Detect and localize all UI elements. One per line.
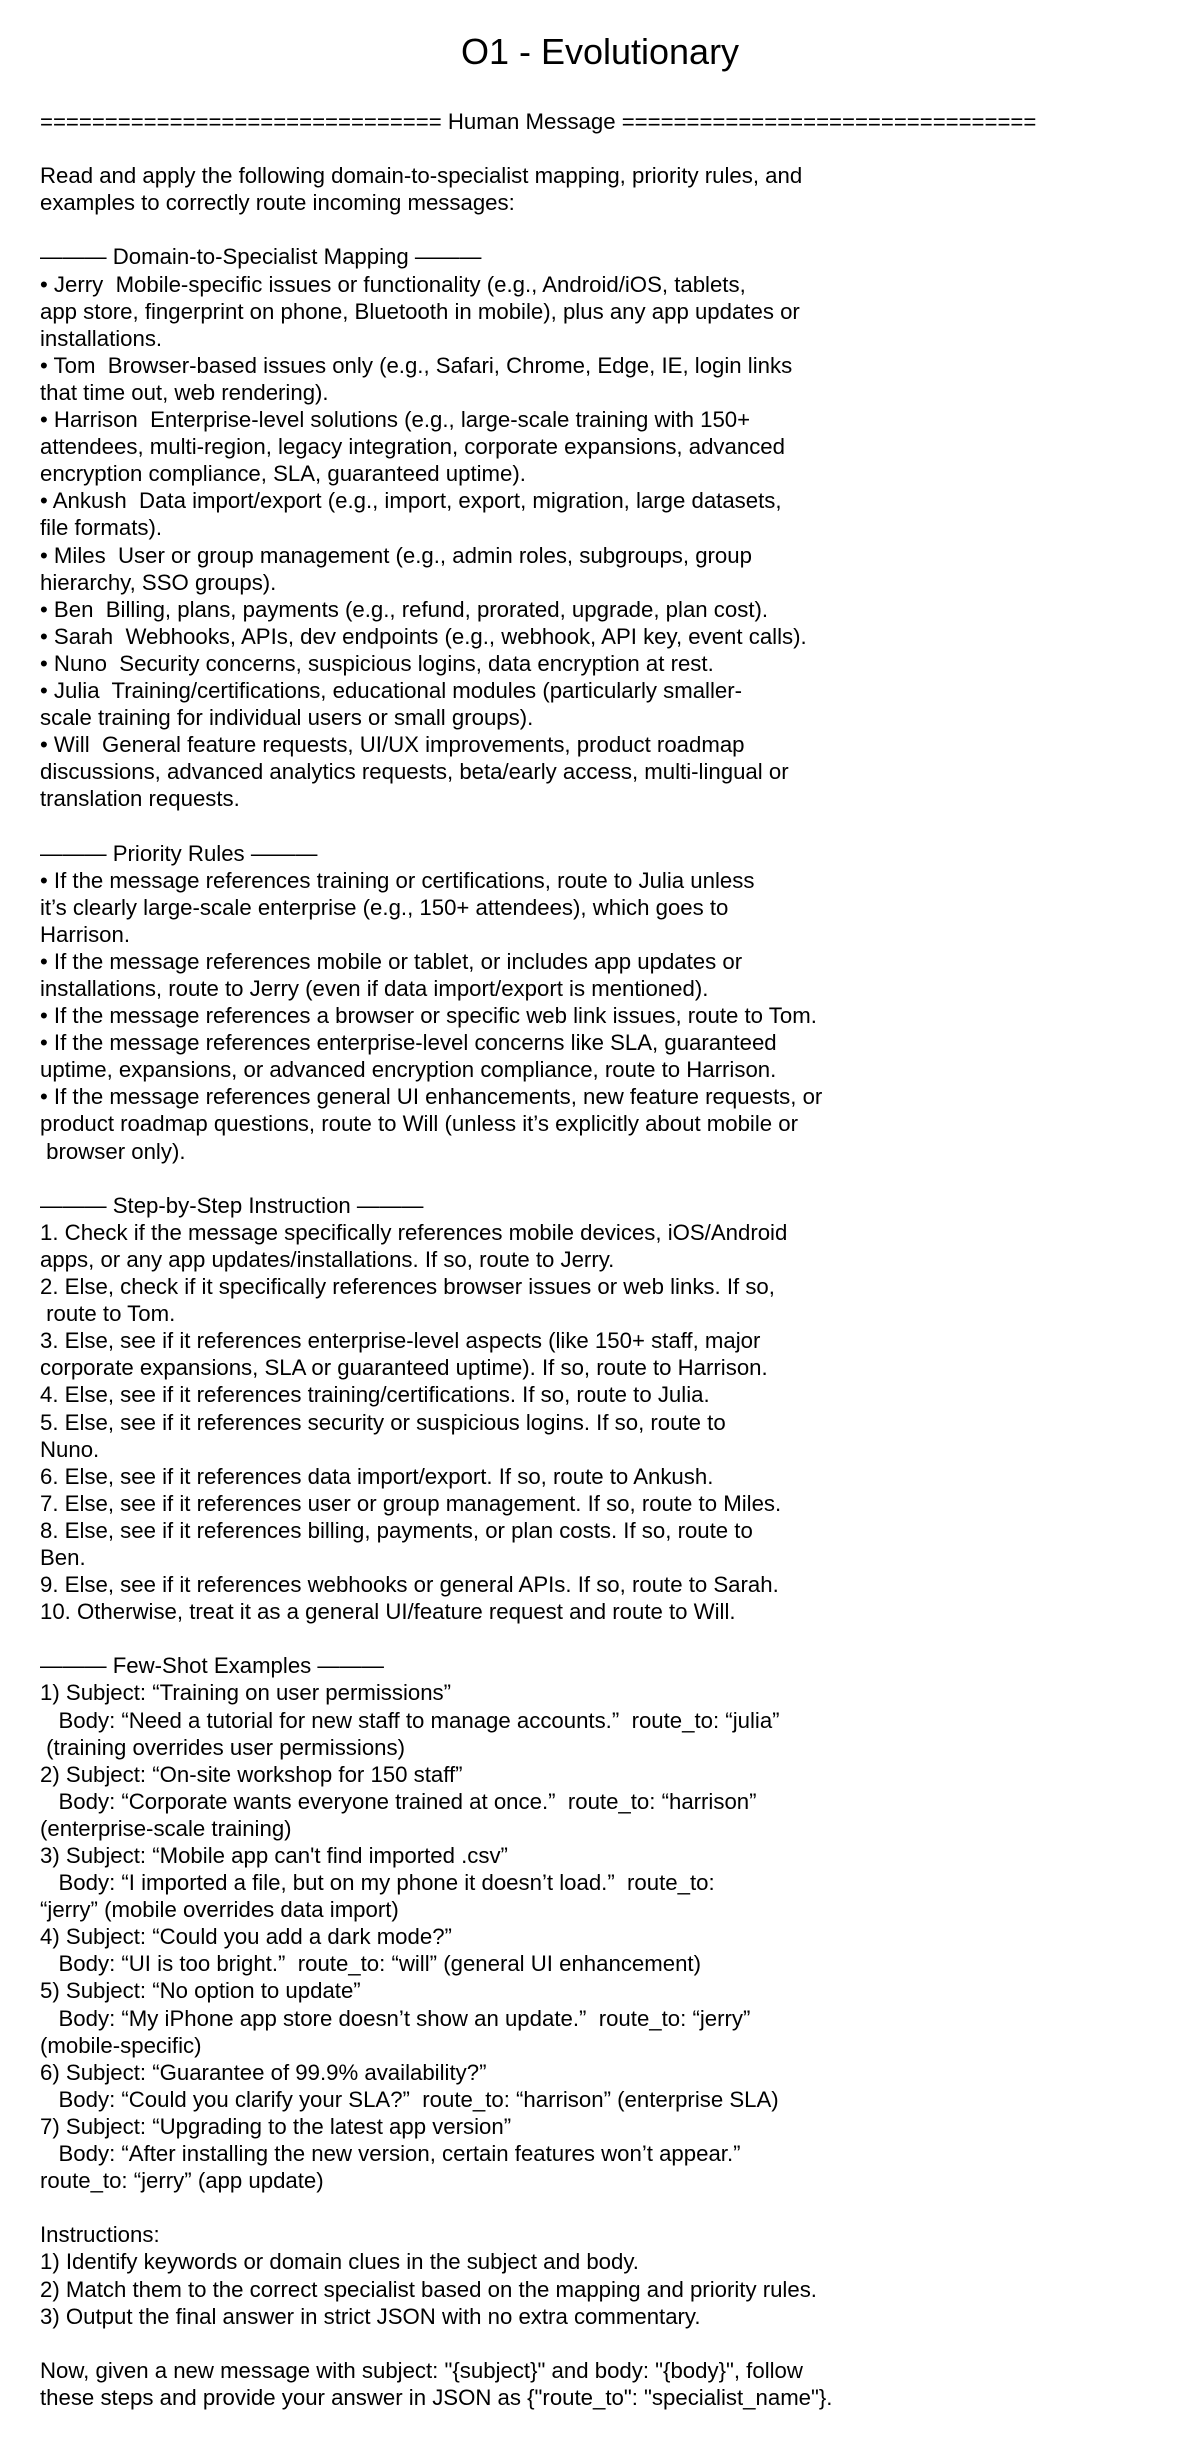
text-line: installations, route to Jerry (even if data import/export is mentioned).	[40, 976, 709, 1001]
text-line: (training overrides user permissions)	[40, 1734, 405, 1760]
text-line: 5) Subject: “No option to update”	[40, 1978, 361, 2004]
text-line: browser only).	[40, 1138, 186, 1164]
text-line: 3. Else, see if it references enterprise-level aspects (like 150+ staff, major	[40, 1328, 761, 1354]
text-line: • Jerry Mobile-specific issues or functionality (e.g., Android/iOS, tablets,	[40, 271, 746, 297]
text-line: • Miles User or group management (e.g., admin roles, subgroups, group	[40, 542, 752, 568]
text-line: 1) Subject: “Training on user permissions”	[40, 1680, 452, 1706]
text-line: • Harrison Enterprise-level solutions (e.g., large-scale training with 150+	[40, 407, 751, 433]
text-line: Now, given a new message with subject: "{subject}" and body: "{body}", follow	[40, 2357, 803, 2383]
text-line: Read and apply the following domain-to-specialist mapping, priority rules, and	[40, 163, 803, 189]
text-line: Instructions:	[40, 2222, 160, 2248]
text-line: 4) Subject: “Could you add a dark mode?”	[40, 1924, 452, 1950]
text-line: Ben.	[40, 1544, 86, 1570]
text-line: apps, or any app updates/installations. If so, route to Jerry.	[40, 1246, 615, 1272]
text-line: discussions, advanced analytics requests, beta/early access, multi-lingual or	[40, 759, 789, 785]
text-line: Body: “I imported a file, but on my phone it doesn’t load.” route_to:	[40, 1870, 715, 1896]
text-line: scale training for individual users or small groups).	[40, 705, 534, 731]
text-line: corporate expansions, SLA or guaranteed uptime). If so, route to Harrison.	[40, 1355, 768, 1381]
blank-line	[40, 2194, 1180, 2221]
text-line: 7. Else, see if it references user or group management. If so, route to Miles.	[40, 1490, 782, 1516]
text-line: Body: “After installing the new version, certain features won’t appear.”	[40, 2141, 747, 2167]
text-line: Body: “Corporate wants everyone trained at once.” route_to: “harrison”	[40, 1788, 757, 1814]
text-line: Nuno.	[40, 1436, 100, 1462]
text-line: “jerry” (mobile overrides data import)	[40, 1897, 399, 1923]
text-line: 9. Else, see if it references webhooks or general APIs. If so, route to Sarah.	[40, 1572, 779, 1598]
text-line: • If the message references enterprise-level concerns like SLA, guaranteed	[40, 1030, 777, 1056]
text-line: • If the message references training or certifications, route to Julia unless	[40, 867, 755, 893]
text-line: • If the message references a browser or specific web link issues, route to Tom.	[40, 1003, 817, 1029]
text-line: Body: “Could you clarify your SLA?” route_to: “harrison” (enterprise SLA)	[40, 2086, 779, 2112]
text-line: Body: “UI is too bright.” route_to: “will” (general UI enhancement)	[40, 1951, 701, 1977]
text-line: ——— Domain-to-Specialist Mapping ———	[40, 244, 482, 270]
text-line: hierarchy, SSO groups).	[40, 569, 277, 595]
text-line: 5. Else, see if it references security or suspicious logins. If so, route to	[40, 1409, 726, 1435]
blank-line	[40, 812, 1180, 839]
text-line: translation requests.	[40, 786, 240, 812]
text-line: • If the message references mobile or tablet, or includes app updates or	[40, 948, 743, 974]
text-line: 2) Match them to the correct specialist based on the mapping and priority rules.	[40, 2276, 817, 2302]
text-line: ——— Step-by-Step Instruction ———	[40, 1192, 424, 1218]
text-line: route to Tom.	[40, 1301, 176, 1327]
text-line: encryption compliance, SLA, guaranteed uptime).	[40, 461, 526, 487]
text-line: • Will General feature requests, UI/UX improvements, product roadmap	[40, 732, 745, 758]
text-line: • Ankush Data import/export (e.g., import, export, migration, large datasets,	[40, 488, 782, 514]
text-line: product roadmap questions, route to Will (unless it’s explicitly about mobile or	[40, 1111, 799, 1137]
text-line: 6) Subject: “Guarantee of 99.9% availability?”	[40, 2059, 487, 2085]
blank-line	[40, 135, 1180, 162]
text-line: 8. Else, see if it references billing, payments, or plan costs. If so, route to	[40, 1517, 753, 1543]
text-line: Body: “My iPhone app store doesn’t show an update.” route_to: “jerry”	[40, 2005, 751, 2031]
text-line: it’s clearly large-scale enterprise (e.g., 150+ attendees), which goes to	[40, 894, 729, 920]
text-line: 7) Subject: “Upgrading to the latest app version”	[40, 2113, 512, 2139]
text-line: • Tom Browser-based issues only (e.g., Safari, Chrome, Edge, IE, login links	[40, 352, 793, 378]
text-line: Harrison.	[40, 921, 131, 947]
text-line: Body: “Need a tutorial for new staff to manage accounts.” route_to: “julia”	[40, 1707, 780, 1733]
text-line: route_to: “jerry” (app update)	[40, 2168, 324, 2194]
text-line: 1) Identify keywords or domain clues in the subject and body.	[40, 2249, 639, 2275]
text-line: 6. Else, see if it references data import/export. If so, route to Ankush.	[40, 1463, 714, 1489]
text-line: ——— Priority Rules ———	[40, 840, 318, 866]
text-line: =============================== Human Message ================================	[40, 109, 1037, 134]
blank-line	[40, 1625, 1180, 1652]
text-line: • Julia Training/certifications, educational modules (particularly smaller-	[40, 677, 743, 703]
text-line: • Sarah Webhooks, APIs, dev endpoints (e.g., webhook, API key, event calls).	[40, 623, 807, 649]
text-line: that time out, web rendering).	[40, 379, 329, 405]
text-line: ——— Few-Shot Examples ———	[40, 1653, 384, 1679]
text-line: these steps and provide your answer in JSON as {"route_to": "specialist_name"}.	[40, 2384, 833, 2410]
document-body	[40, 108, 1180, 2411]
text-line: 2) Subject: “On-site workshop for 150 staff”	[40, 1761, 463, 1787]
text-line: attendees, multi-region, legacy integration, corporate expansions, advanced	[40, 434, 785, 460]
text-line: file formats).	[40, 515, 163, 541]
text-line: 3) Subject: “Mobile app can't find imported .csv”	[40, 1843, 508, 1868]
blank-line	[40, 2330, 1180, 2357]
text-line: 4. Else, see if it references training/certifications. If so, route to Julia.	[40, 1382, 710, 1408]
text-line: 1. Check if the message specifically references mobile devices, iOS/Android	[40, 1219, 788, 1245]
blank-line	[40, 216, 1180, 243]
text-line: installations.	[40, 325, 163, 351]
page-title: O1 - Evolutionary	[460, 31, 740, 72]
text-line: 3) Output the final answer in strict JSON with no extra commentary.	[40, 2303, 701, 2329]
text-line: (mobile-specific)	[40, 2032, 202, 2058]
text-line: • If the message references general UI enhancements, new feature requests, or	[40, 1084, 823, 1110]
text-line: 10. Otherwise, treat it as a general UI/feature request and route to Will.	[40, 1599, 736, 1625]
text-line: • Nuno Security concerns, suspicious logins, data encryption at rest.	[40, 650, 714, 676]
text-line: uptime, expansions, or advanced encryption compliance, route to Harrison.	[40, 1057, 777, 1083]
text-line: app store, fingerprint on phone, Bluetooth in mobile), plus any app updates or	[40, 298, 800, 324]
text-line: • Ben Billing, plans, payments (e.g., refund, prorated, upgrade, plan cost).	[40, 596, 769, 622]
text-line: (enterprise-scale training)	[40, 1815, 292, 1841]
text-line: examples to correctly route incoming messages:	[40, 190, 515, 216]
blank-line	[40, 1165, 1180, 1192]
text-line: 2. Else, check if it specifically references browser issues or web links. If so,	[40, 1274, 775, 1300]
